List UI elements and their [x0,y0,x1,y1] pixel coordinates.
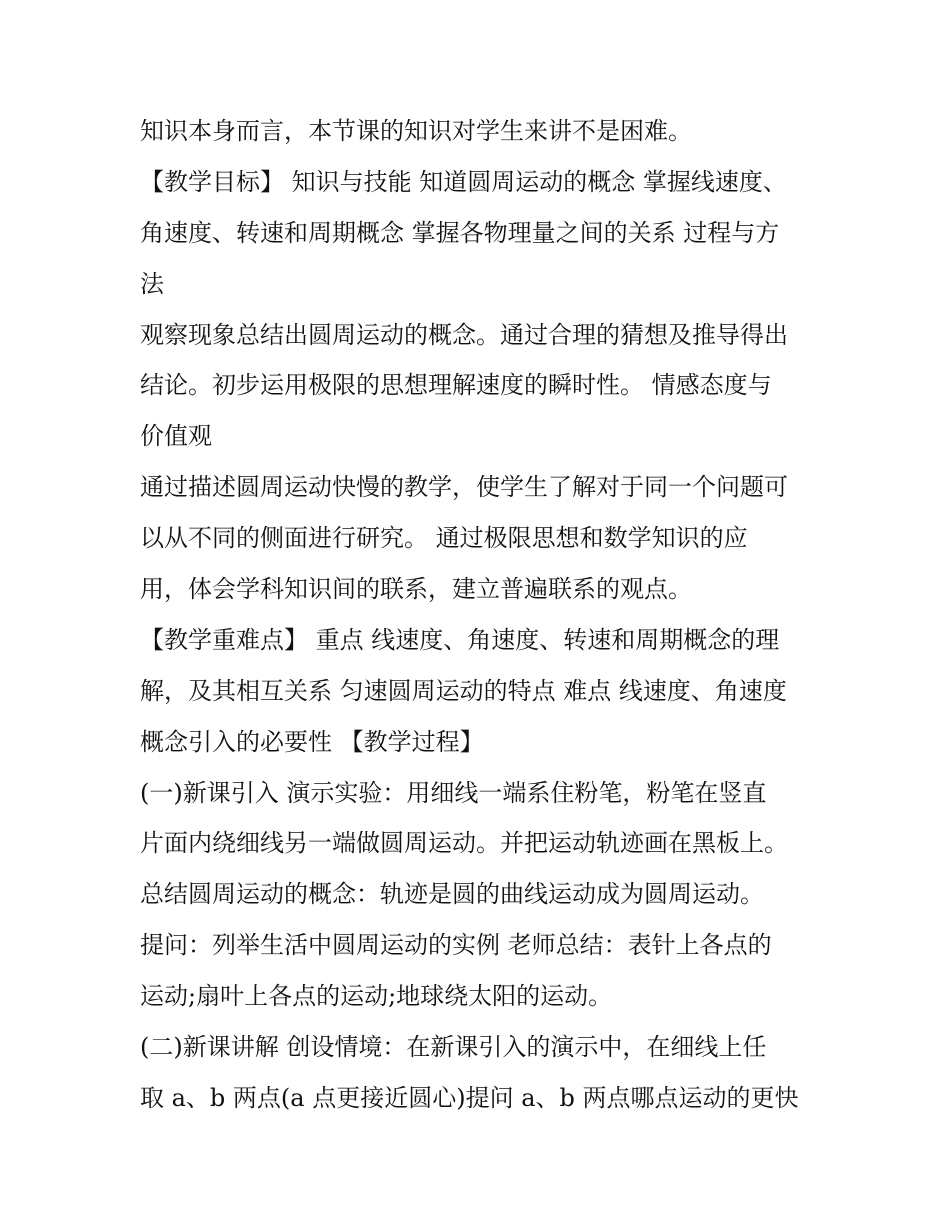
text-line: 运动;扇叶上各点的运动;地球绕太阳的运动。 [140,982,613,1011]
text-line: 片面内绕细线另一端做圆周运动。并把运动轨迹画在黑板上。 [140,829,788,858]
text-line: 观察现象总结出圆周运动的概念。通过合理的猜想及推导得出 [140,320,788,349]
text-line: 提问：列举生活中圆周运动的实例 老师总结：表针上各点的 [140,931,772,960]
text-line: 用，体会学科知识间的联系，建立普遍联系的观点。 [140,575,692,604]
text-line: (一)新课引入 演示实验：用细线一端系住粉笔，粉笔在竖直 [140,778,767,807]
text-line: 知识本身而言，本节课的知识对学生来讲不是困难。 [140,117,692,145]
text-line: 通过描述圆周运动快慢的教学，使学生了解对于同一个问题可 [140,473,788,502]
text-line: 【教学重难点】 重点 线速度、角速度、转速和周期概念的理 [140,625,780,654]
text-line: 以从不同的侧面进行研究。 通过极限思想和数学知识的应 [140,524,748,553]
text-line: 总结圆周运动的概念：轨迹是圆的曲线运动成为圆周运动。 [140,880,764,909]
text-line: 概念引入的必要性 【教学过程】 [140,727,484,756]
text-line: 取 a、b 两点(a 点更接近圆心)提问 a、b 两点哪点运动的更快 [140,1083,799,1112]
text-line: 法 [140,269,164,298]
text-line: 角速度、转速和周期概念 掌握各物理量之间的关系 过程与方 [140,218,780,247]
text-line: 解，及其相互关系 匀速圆周运动的特点 难点 线速度、角速度 [140,676,787,705]
text-line: 【教学目标】 知识与技能 知道圆周运动的概念 掌握线速度、 [140,167,787,196]
text-line: 价值观 [140,422,212,451]
text-line: (二)新课讲解 创设情境：在新课引入的演示中，在细线上任 [140,1033,767,1062]
document-body [140,106,820,1124]
text-line: 结论。初步运用极限的思想理解速度的瞬时性。 情感态度与 [140,371,772,400]
